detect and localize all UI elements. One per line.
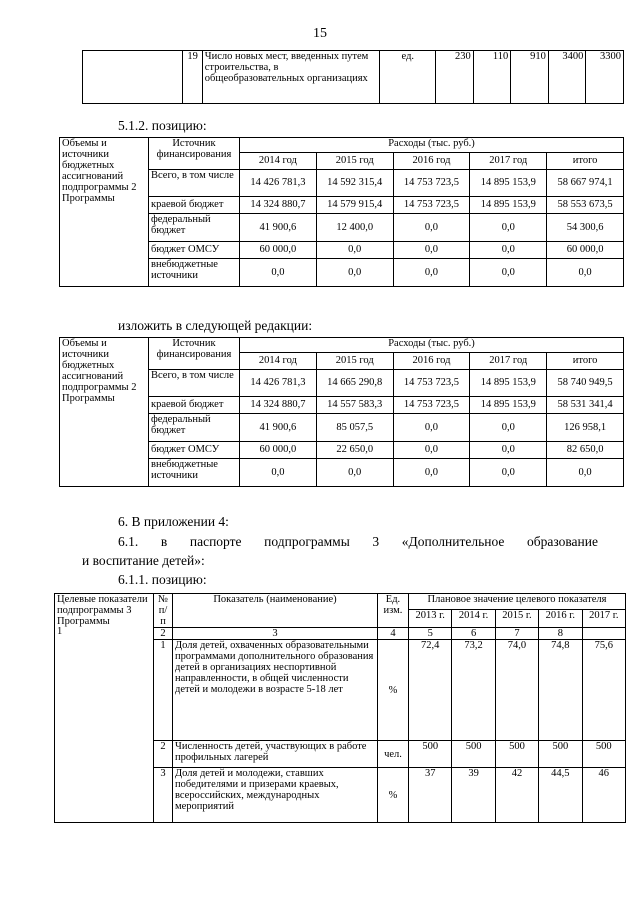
- table-row: бюджет ОМСУ 60 000,0 22 650,0 0,0 0,0 82 650,0: [60, 442, 624, 459]
- table-row: Целевые показатели подпрограммы 3 Программы № п/п Показатель (наименование) Ед. изм. Плановое значение целевого показателя: [55, 594, 626, 610]
- table-row: Объемы и источники бюджетных ассигнований подпрограммы 2 Программы Источник финансирования Расходы (тыс. руб.): [60, 338, 624, 353]
- table-row: краевой бюджет 14 324 880,7 14 557 583,3 14 753 723,5 14 895 153,9 58 531 341,4: [60, 397, 624, 414]
- table-row: 2014 год 2015 год 2016 год 2017 год итого: [60, 353, 624, 370]
- funding-table-new: [59, 337, 624, 487]
- table-row: Всего, в том числе 14 426 781,3 14 592 315,4 14 753 723,5 14 895 153,9 58 667 974,1: [60, 170, 624, 197]
- section-6-1-1: 6.1.1. позицию:: [118, 572, 207, 587]
- top-table-text: Число новых мест, введенных путем строительства, в общеобразовательных организациях: [202, 51, 380, 104]
- table-row: краевой бюджет 14 324 880,7 14 579 915,4 14 753 723,5 14 895 153,9 58 553 673,5: [60, 197, 624, 214]
- table-row: 2013 г. 2014 г. 2015 г. 2016 г. 2017 г.: [55, 609, 626, 627]
- table-row: 19 Число новых мест, введенных путем строительства, в общеобразовательных организациях ед. 230 110 910 3400 3300: [83, 51, 624, 104]
- page-number: 15: [313, 26, 327, 41]
- table-row: федеральный бюджет 41 900,6 85 057,5 0,0 0,0 126 958,1: [60, 414, 624, 442]
- table-row: Объемы и источники бюджетных ассигнований подпрограммы 2 Программы Источник финансирования Расходы (тыс. руб.): [60, 138, 624, 153]
- table-row: Всего, в том числе 14 426 781,3 14 665 290,8 14 753 723,5 14 895 153,9 58 740 949,5: [60, 370, 624, 397]
- table-row: 2 Численность детей, участвующих в работе профильных лагерей чел. 500 500 500 500 500: [55, 741, 626, 768]
- col-number-1: 1: [57, 626, 63, 637]
- table-row: федеральный бюджет 41 900,6 12 400,0 0,0 0,0 54 300,6: [60, 214, 624, 242]
- funding-table-old: [59, 137, 624, 287]
- table-row: 1 Доля детей, охваченных образовательными программами дополнительного образования детей в организациях неспортивной направленности, в общей численности детей и молодежи в возрасте 5-18 лет % 72,4 73,2 74,0 74,8 75,6: [55, 640, 626, 741]
- table-row: внебюджетные источники 0,0 0,0 0,0 0,0 0,0: [60, 259, 624, 287]
- table-row: внебюджетные источники 0,0 0,0 0,0 0,0 0,0: [60, 459, 624, 487]
- table-row: 2014 год 2015 год 2016 год 2017 год итого: [60, 153, 624, 170]
- section-6-1-line1: 6.1. в паспорте подпрограммы 3 «Дополнительное образование: [118, 534, 598, 549]
- table-row: 2 3 4 5 6 7 8: [55, 628, 626, 640]
- section-6: 6. В приложении 4:: [118, 514, 229, 529]
- section-6-1-line2: и воспитание детей»:: [82, 553, 205, 568]
- section-5-1-2: 5.1.2. позицию:: [118, 118, 207, 133]
- top-table: [82, 50, 624, 104]
- table-row: бюджет ОМСУ 60 000,0 0,0 0,0 0,0 60 000,0: [60, 242, 624, 259]
- section-replace: изложить в следующей редакции:: [118, 318, 313, 333]
- targets-table: [54, 593, 626, 823]
- table-row: 3 Доля детей и молодежи, ставших победителями и призерами краевых, всероссийских, международных мероприятий % 37 39 42 44,5 46: [55, 768, 626, 823]
